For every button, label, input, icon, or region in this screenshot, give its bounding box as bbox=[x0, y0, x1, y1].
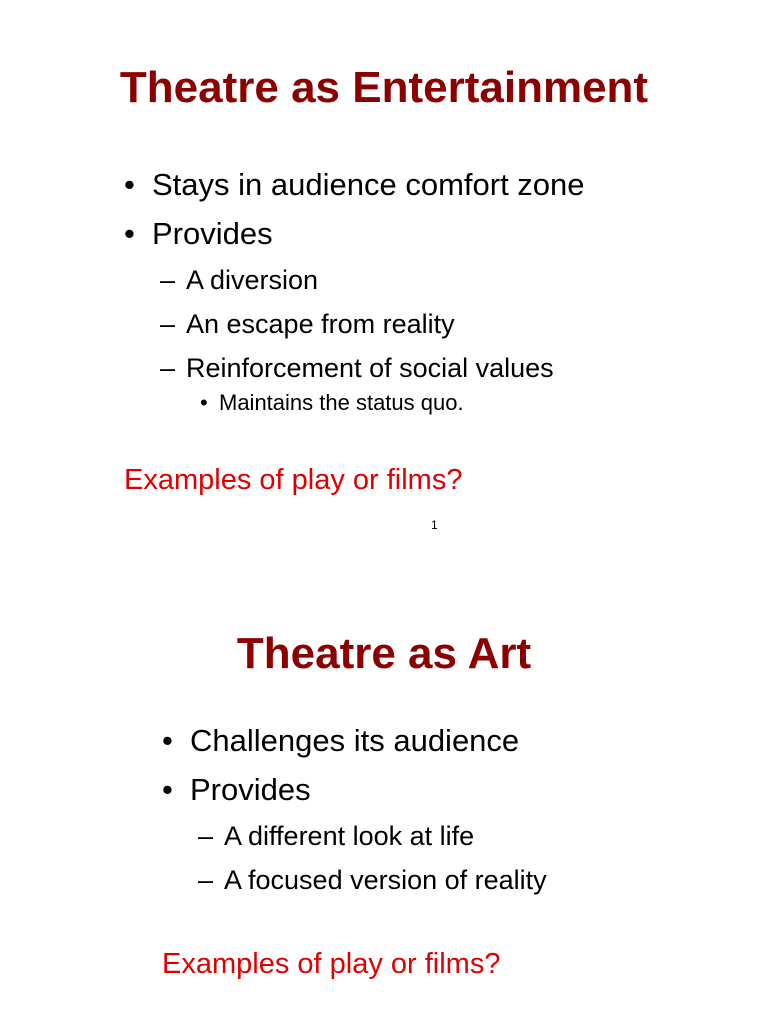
sub-bullet-item bbox=[124, 258, 585, 302]
sub-sub-bullet-item bbox=[124, 386, 585, 420]
dash-marker: – bbox=[198, 865, 214, 895]
dash-marker: – bbox=[198, 821, 214, 851]
sub-sub-bullet-text: Maintains the status quo. bbox=[219, 390, 464, 415]
bullet-list bbox=[124, 160, 585, 420]
bullet-item bbox=[162, 716, 547, 765]
dash-marker: – bbox=[160, 309, 176, 339]
slide-2 bbox=[0, 600, 768, 1024]
bullet-marker: • bbox=[124, 216, 135, 251]
sub-bullet-text: Reinforcement of social values bbox=[186, 353, 554, 383]
dash-marker: – bbox=[160, 265, 176, 295]
bullet-marker: • bbox=[162, 723, 173, 758]
sub-bullet-text: A focused version of reality bbox=[224, 865, 547, 895]
dash-marker: – bbox=[160, 353, 176, 383]
bullet-item bbox=[162, 765, 547, 814]
slide-title: Theatre as Entertainment bbox=[119, 63, 649, 112]
discussion-question: Examples of play or films? bbox=[162, 948, 501, 980]
sub-bullet-text: A diversion bbox=[186, 265, 319, 295]
discussion-question: Examples of play or films? bbox=[124, 464, 463, 496]
sub-bullet-item bbox=[162, 814, 547, 858]
page-number: 1 bbox=[431, 518, 438, 532]
bullet-marker: • bbox=[200, 390, 208, 415]
sub-bullet-item bbox=[124, 302, 585, 346]
slide-title: Theatre as Art bbox=[236, 629, 532, 678]
bullet-text: Challenges its audience bbox=[190, 723, 520, 758]
sub-bullet-item bbox=[124, 346, 585, 390]
sub-bullet-text: An escape from reality bbox=[186, 309, 455, 339]
bullet-marker: • bbox=[162, 772, 173, 807]
bullet-text: Provides bbox=[152, 216, 273, 251]
bullet-list bbox=[162, 716, 547, 902]
sub-bullet-text: A different look at life bbox=[224, 821, 475, 851]
bullet-text: Stays in audience comfort zone bbox=[152, 167, 585, 202]
bullet-item bbox=[124, 160, 585, 209]
bullet-text: Provides bbox=[190, 772, 311, 807]
bullet-marker: • bbox=[124, 167, 135, 202]
bullet-item bbox=[124, 209, 585, 258]
sub-bullet-item bbox=[162, 858, 547, 902]
